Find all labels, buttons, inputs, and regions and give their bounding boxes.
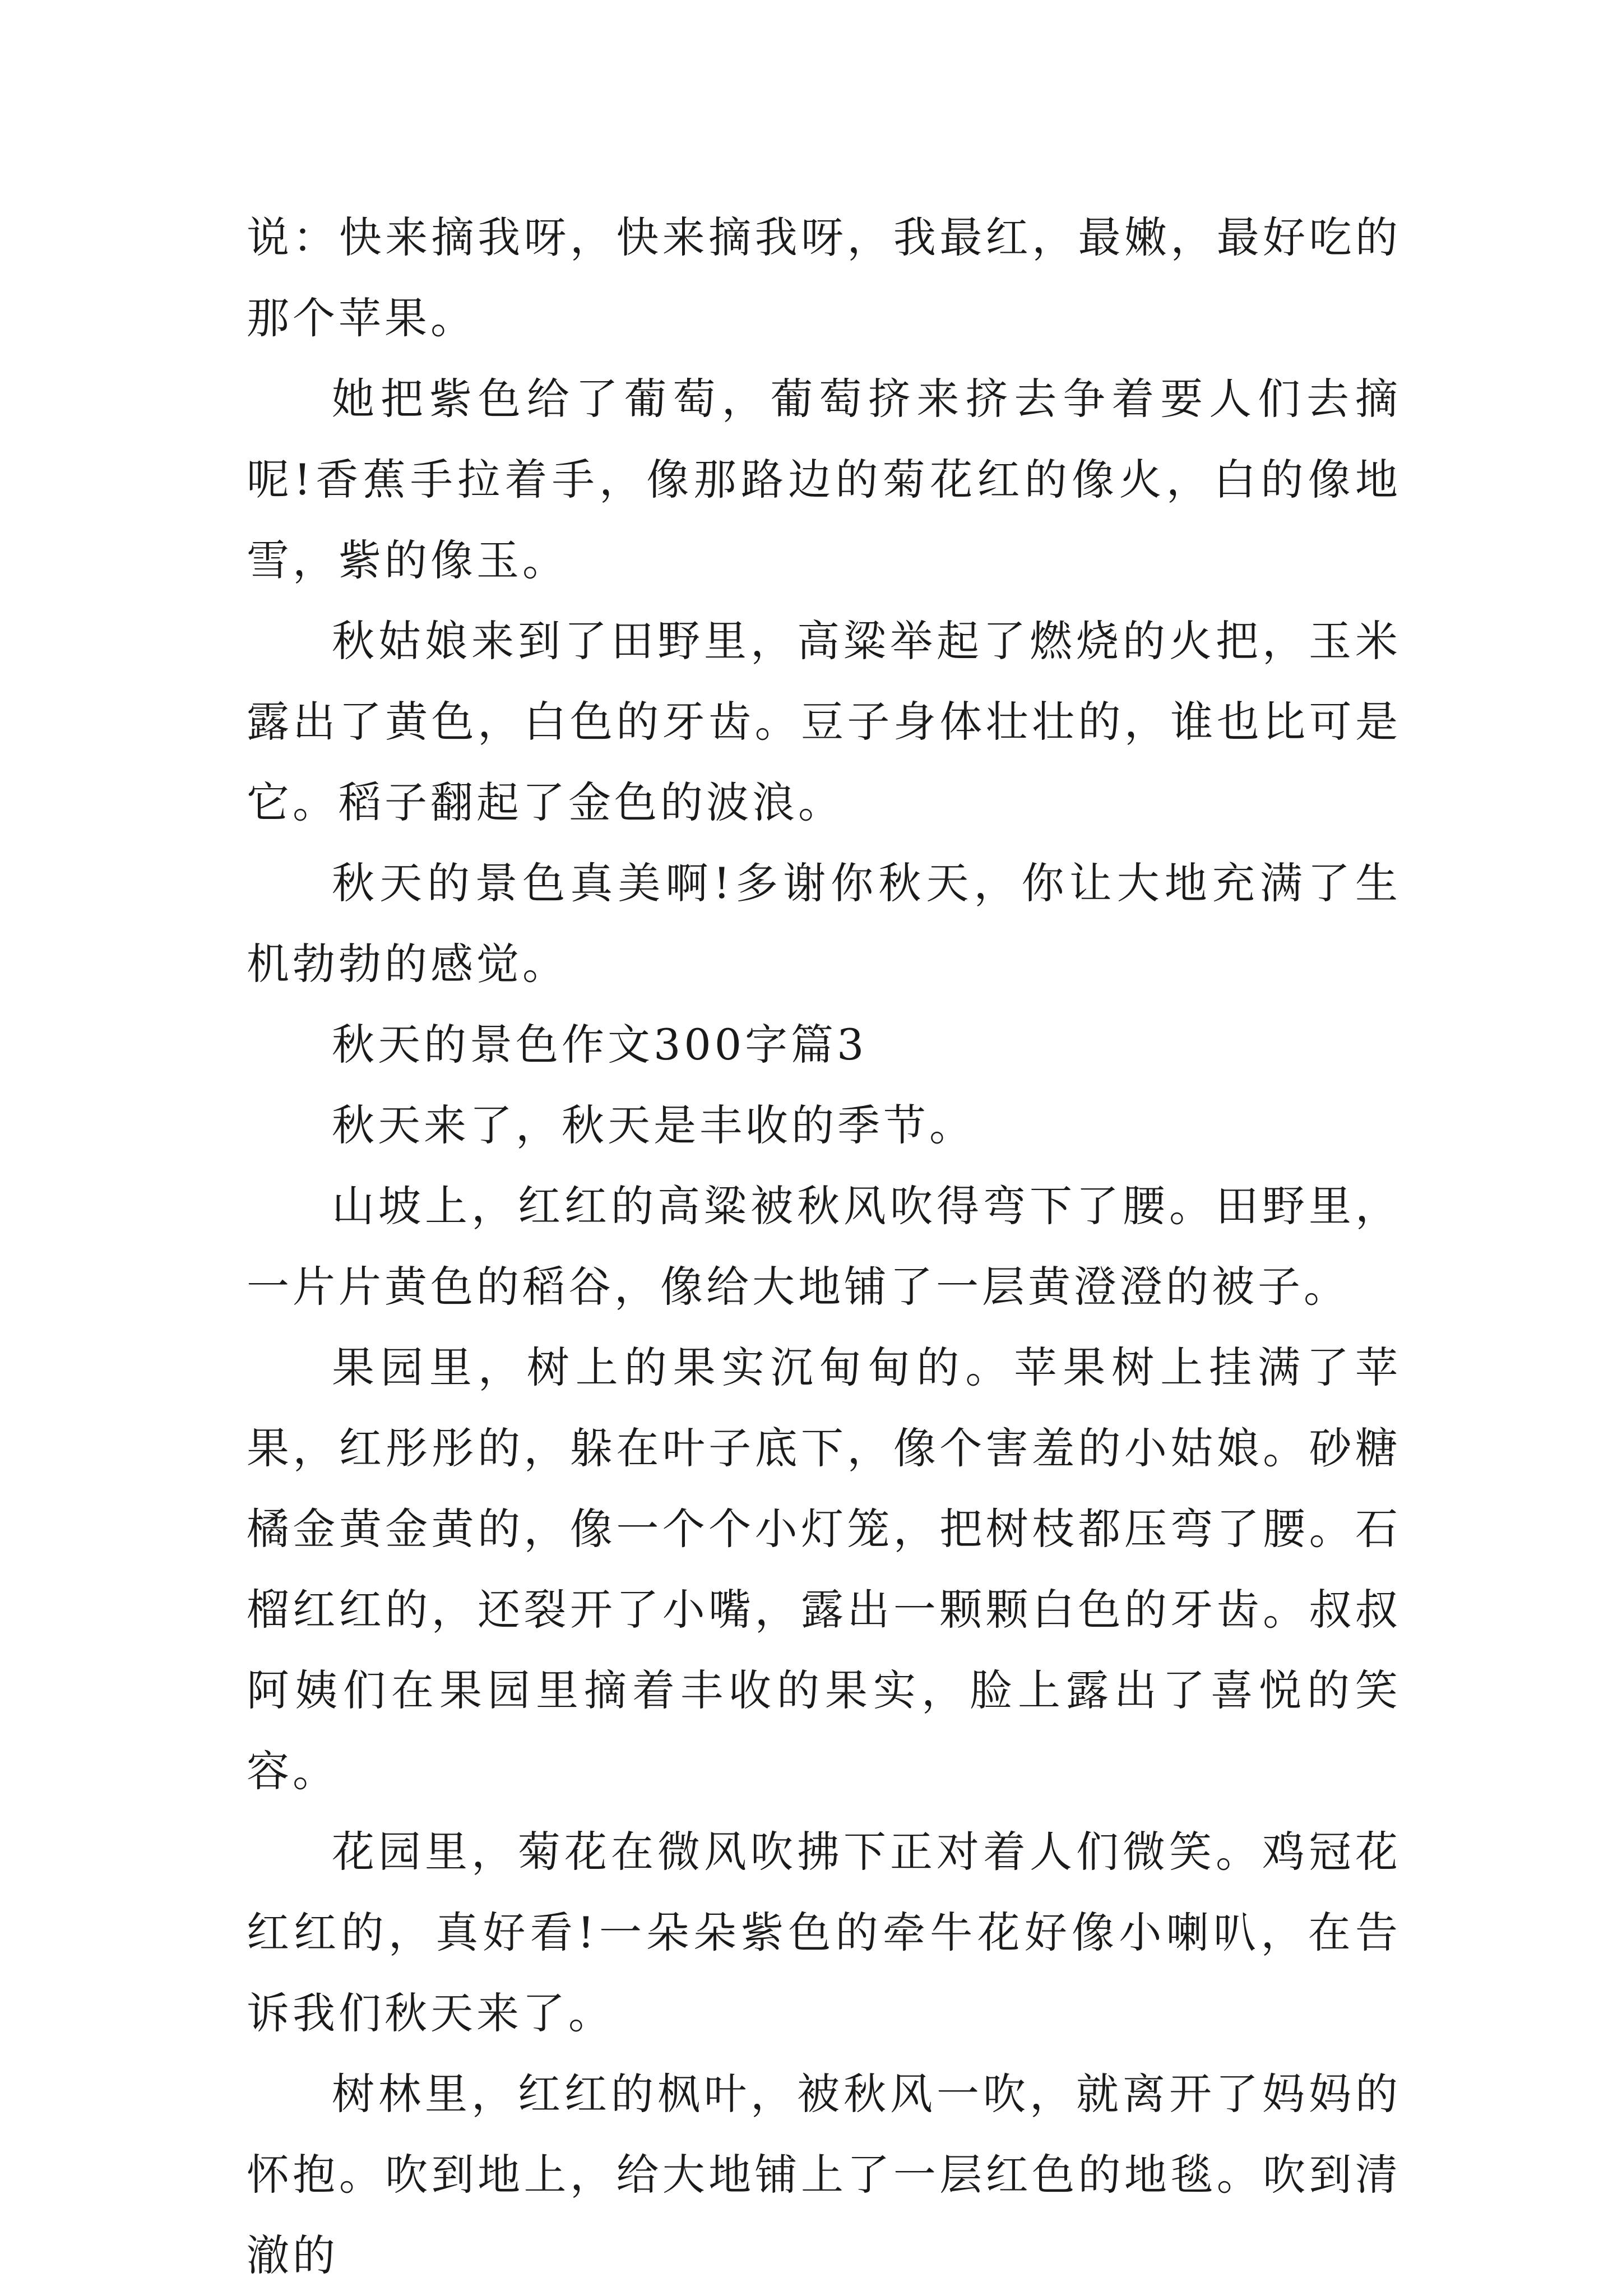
paragraph-2: 她把紫色给了葡萄，葡萄挤来挤去争着要人们去摘呢!香蕉手拉着手，像那路边的菊花红的像火，白的像地雪，紫的像玉。 <box>247 374 1401 585</box>
paragraph-10: 树林里，红红的枫叶，被秋风一吹，就离开了妈妈的怀抱。吹到地上，给大地铺上了一层红色的地毯。吹到清澈的 <box>247 2069 1401 2280</box>
paragraph-6: 秋天来了，秋天是丰收的季节。 <box>332 1100 975 1150</box>
paragraph-9: 花园里，菊花在微风吹拂下正对着人们微笑。鸡冠花红红的，真好看!一朵朵紫色的牵牛花好像小喇叭，在告诉我们秋天来了。 <box>247 1827 1401 2038</box>
paragraph-3: 秋姑娘来到了田野里，高粱举起了燃烧的火把，玉米露出了黄色，白色的牙齿。豆子身体壮壮的，谁也比可是它。稻子翻起了金色的波浪。 <box>247 616 1401 827</box>
paragraph-8: 果园里，树上的果实沉甸甸的。苹果树上挂满了苹果，红彤彤的，躲在叶子底下，像个害羞的小姑娘。砂糖橘金黄金黄的，像一个个小灯笼，把树枝都压弯了腰。石榴红红的，还裂开了小嘴，露出一颗颗白色的牙齿。叔叔阿姨们在果园里摘着丰收的果实，脸上露出了喜悦的笑容。 <box>247 1343 1401 1796</box>
section-heading: 秋天的景色作文300字篇3 <box>332 1020 868 1070</box>
article-body <box>247 197 1401 2296</box>
paragraph-7: 山坡上，红红的高粱被秋风吹得弯下了腰。田野里，一片片黄色的稻谷，像给大地铺了一层黄澄澄的被子。 <box>247 1181 1401 1312</box>
paragraph-1: 说：快来摘我呀，快来摘我呀，我最红，最嫩，最好吃的那个苹果。 <box>247 212 1401 343</box>
paragraph-4: 秋天的景色真美啊!多谢你秋天，你让大地充满了生机勃勃的感觉。 <box>247 858 1401 989</box>
